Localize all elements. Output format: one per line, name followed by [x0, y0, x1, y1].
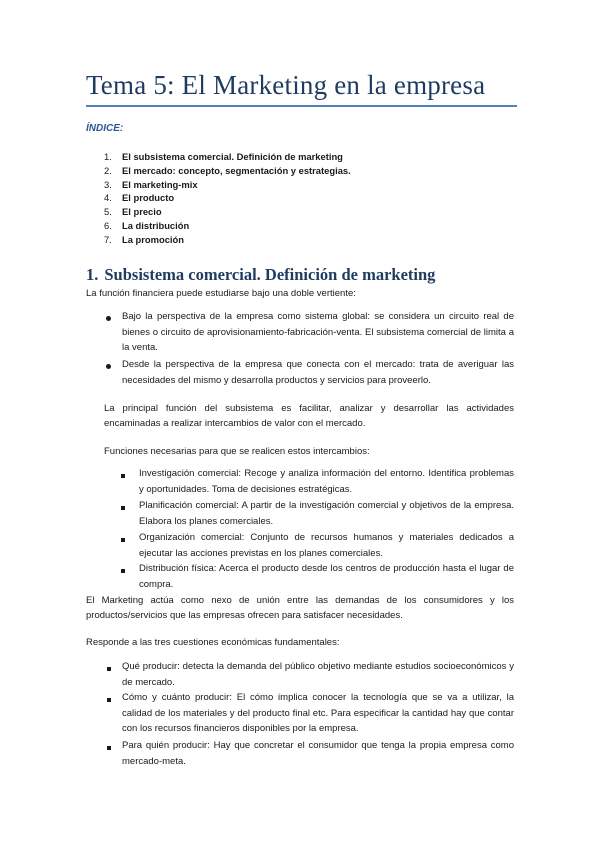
question-item: Para quién producir: Hay que concretar el consumidor que tenga la propia empresa como mercado-meta.: [122, 740, 514, 767]
title-underline: [86, 105, 517, 107]
bullet-icon: [107, 746, 111, 750]
toc-item: 4. El producto: [104, 192, 175, 204]
bullet-icon: [107, 667, 111, 671]
functions-intro: Funciones necesarias para que se realicen estos intercambios:: [104, 446, 370, 457]
section-intro: La función financiera puede estudiarse bajo una doble vertiente:: [86, 288, 356, 299]
question-item: Qué producir: detecta la demanda del público objetivo mediante estudios socioeconómicos y de mercado.: [122, 661, 514, 688]
bullet-icon: [121, 569, 125, 573]
bullet-icon: [121, 506, 125, 510]
section-heading: 1. Subsistema comercial. Definición de marketing: [86, 265, 436, 284]
toc-item: 5. El precio: [104, 206, 162, 218]
function-item: Investigación comercial: Recoge y analiza información del entorno. Identifica problemas y oportunidades. Toma de decisiones estratégicas.: [139, 468, 514, 495]
function-item: Organización comercial: Conjunto de recursos humanos y materiales dedicados a ejecutar las acciones previstas en los planes comerciales.: [139, 532, 514, 559]
table-of-contents: [104, 150, 351, 247]
index-label: ÍNDICE:: [86, 123, 124, 134]
toc-item: 3. El marketing-mix: [104, 178, 198, 190]
page-title: Tema 5: El Marketing en la empresa: [86, 70, 486, 100]
bullet-icon: [106, 316, 111, 321]
function-item: Planificación comercial: A partir de la investigación comercial y objetivos de la empresa. Elabora los planes comerciales.: [139, 500, 514, 527]
function-item: Distribución física: Acerca el producto desde los centros de producción hasta el lugar de compra.: [139, 563, 514, 590]
bullet-icon: [107, 698, 111, 702]
questions-intro: Responde a las tres cuestiones económicas fundamentales:: [86, 637, 340, 648]
bullet-icon: [121, 538, 125, 542]
principal-function-paragraph: La principal función del subsistema es facilitar, analizar y desarrollar las actividades encaminadas a realizar intercambios de valor con el mercado.: [104, 403, 514, 430]
perspective-item: Bajo la perspectiva de la empresa como sistema global: se considera un circuito real de bienes o circuito de aprovisionamiento-fabricación-venta. El subsistema comercial de limita a la venta.: [122, 311, 514, 354]
toc-item: 6. La distribución: [104, 219, 190, 231]
toc-item: 7. La promoción: [104, 233, 184, 245]
bullet-icon: [106, 364, 111, 369]
question-item: Cómo y cuánto producir: El cómo implica conocer la tecnología que se va a utilizar, la calidad de los materiales y del producto final etc. Para especificar la cantidad hay que contar con los recursos financieros disponibles por la empresa.: [122, 692, 514, 735]
perspective-item: Desde la perspectiva de la empresa que conecta con el mercado: trata de averiguar las necesidades del mismo y desarrolla productos y servicios para proveerlo.: [122, 359, 514, 386]
toc-item: 1. El subsistema comercial. Definición de marketing: [104, 151, 343, 162]
bullet-icon: [121, 474, 125, 478]
marketing-nexus-paragraph: El Marketing actúa como nexo de unión entre las demandas de los consumidores y los productos/servicios que las empresas ofrecen para satisfacer necesidades.: [86, 595, 514, 622]
toc-item: 2. El mercado: concepto, segmentación y estrategias.: [104, 164, 351, 176]
